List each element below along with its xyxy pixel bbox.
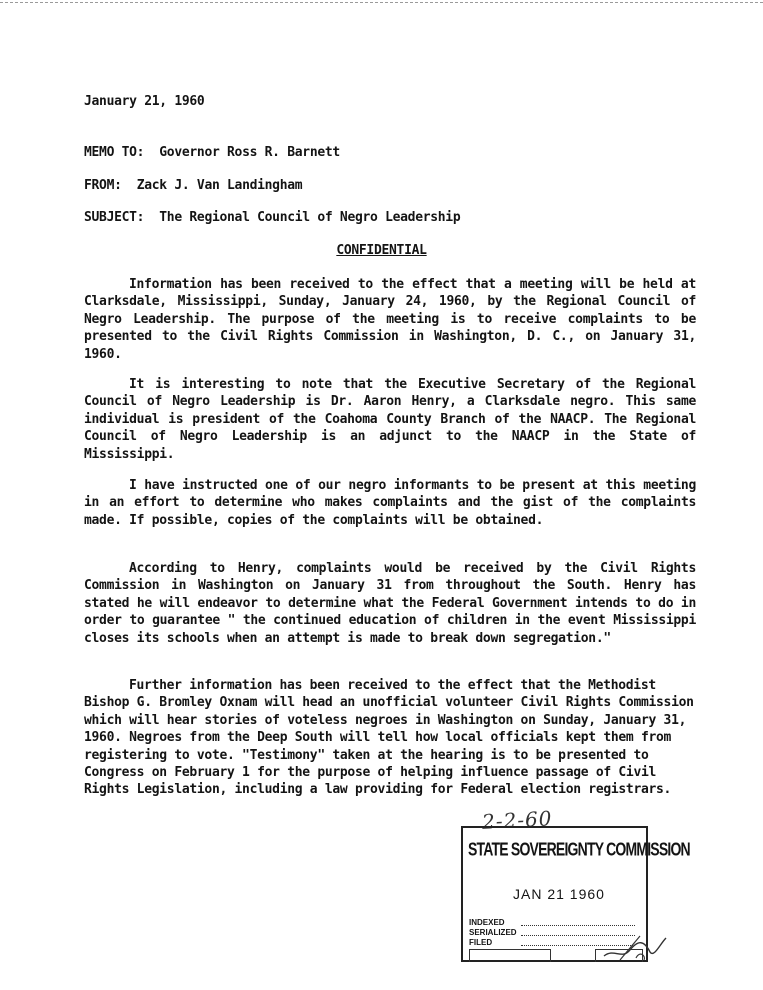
- paragraph-3-text: I have instructed one of our negro informants to be present at this meeting in an effort to determine who makes complaints and the gist of the complaints made. If possible, copies of the complaints will be obtained.: [84, 478, 696, 528]
- memo-date: January 21, 1960: [84, 94, 205, 109]
- handwritten-initials: [600, 930, 670, 964]
- memo-from-line: [84, 178, 302, 193]
- memo-subject-label: SUBJECT:: [84, 210, 145, 225]
- handwritten-date: 2-2-60: [481, 806, 554, 834]
- stamp-field-indexed: [469, 918, 639, 928]
- memo-subject-text: The Regional Council of Negro Leadership: [159, 210, 461, 225]
- paragraph-1-text: Information has been received to the effect that a meeting will be held at Clarksdale, Mississippi, Sunday, January 24, 1960, by the Regional Council of Negro Leadership. The purpose of the meeting is to receive complaints to be presented to the Civil Rights Commission in Washington, D. C., on January 31, 1960.: [84, 277, 696, 362]
- paragraph-3: [84, 477, 696, 529]
- memo-to-line: [84, 145, 340, 160]
- stamp-field-filed-label: FILED: [469, 938, 493, 947]
- memo-to-recipient: Governor Ross R. Barnett: [159, 145, 340, 160]
- stamp-field-serialized-label: SERIALIZED: [469, 928, 517, 937]
- stamp-box-left: [469, 949, 551, 962]
- paragraph-5: [84, 677, 696, 799]
- paragraph-5-text: Further information has been received to the effect that the Methodist Bishop G. Bromley Oxnam will head an unofficial volunteer Civil Rights Commission which will hear stories of voteless negroes in Washington on Sunday, January 31, 1960. Negroes from the Deep South will tell how local officials kept them from registering to vote. "Testimony" taken at the hearing is to be presented to Congress on February 1 for the purpose of helping influence passage of Civil Rights Legislation, including a law providing for Federal election registrars.: [84, 678, 694, 798]
- paragraph-2-text: It is interesting to note that the Executive Secretary of the Regional Council of Negro Leadership is Dr. Aaron Henry, a Clarksdale negro. This same individual is president of the Coahoma County Branch of the NAACP. The Regional Council of Negro Leadership is an adjunct to the NAACP in the State of Mississippi.: [84, 377, 696, 462]
- stamp-field-indexed-label: INDEXED: [469, 918, 505, 927]
- paragraph-2: [84, 376, 696, 463]
- stamp-title: STATE SOVEREIGNTY COMMISSION: [468, 838, 690, 860]
- memo-from-sender: Zack J. Van Landingham: [136, 178, 303, 193]
- confidential-heading: CONFIDENTIAL: [336, 243, 427, 258]
- paragraph-4-text: According to Henry, complaints would be received by the Civil Rights Commission in Washington on January 31 from throughout the South. Henry has stated he will endeavor to determine what the Federal Government intends to do in order to guarantee " the continued education of children in the event Mississippi closes its schools when an attempt is made to break down segregation.": [84, 561, 696, 646]
- paragraph-1: [84, 276, 696, 363]
- memo-from-label: FROM:: [84, 178, 122, 193]
- memo-to-label: MEMO TO:: [84, 145, 145, 160]
- memo-subject-line: [84, 210, 460, 225]
- stamp-date: JAN 21 1960: [513, 886, 605, 902]
- paragraph-4: [84, 560, 696, 647]
